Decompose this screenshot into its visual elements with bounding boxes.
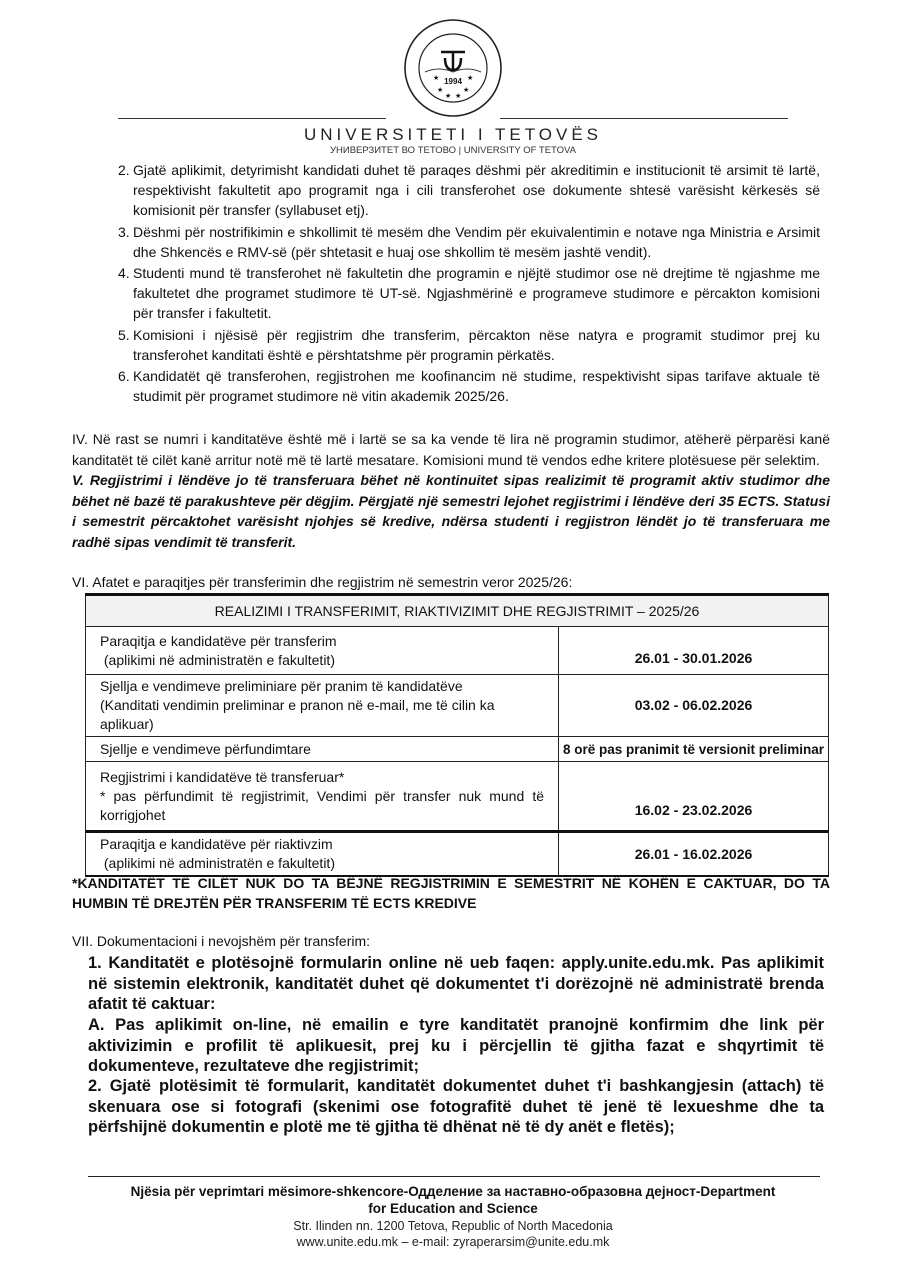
footer-contact: www.unite.edu.mk – e-mail: zyraperarsim@unite.edu.mk [296,1235,610,1249]
svg-text:★: ★ [463,87,470,94]
table-header-row [86,595,829,627]
table-cell-label: Paraqitja e kandidatëve për riaktivzim (aplikimi në administratën e fakultetit) [86,832,559,877]
list-item: 5. Komisioni i njësisë për regjistrim dhe transferim, përcakton nëse natyra e programit studimor prej ku transferohet kanditati është e përshtatshme për programin përkatës. [118,327,820,364]
requirement-item: 2. Gjatë plotësimit të formularit, kanditatët dokumentet duhet t'i bashkangjesin (attach) të skenuara ose si fotografi (skenimi ose fotografitë duhet të jenë të lexueshme dhe ta përfshijnë dokumentin e plotë me të gjitha të dhënat në të dy anët e fletës); [88,1077,824,1136]
table-cell-date: 26.01 - 30.01.2026 [559,627,829,675]
table-row [86,627,829,675]
table-row [86,762,829,832]
table-header: REALIZIMI I TRANSFERIMIT, RIAKTIVIZIMIT DHE REGJISTRIMIT – 2025/26 [86,595,829,627]
header-rule-right [500,118,788,119]
table-row [86,675,829,737]
section-vi-title: VI. Afatet e paraqitjes për transferimin dhe regjistrim në semestrin veror 2025/26: [72,574,573,590]
university-subtitle: УНИВЕРЗИТЕТ ВО ТЕТОВО | UNIVERSITY OF TETOVA [329,145,577,156]
svg-text:★: ★ [467,75,474,82]
table-cell-label: Sjellja e vendimeve preliminiare për pranim të kandidatëve (Kanditati vendimin preliminar e pranon në e-mail, me të cilin ka aplikuar) [86,675,559,737]
footer-department-line1: Njësia për veprimtari mësimore-shkencore-Одделение за наставно-образовна дејност-Department [130,1184,776,1199]
list-item: 2. Gjatë aplikimit, detyrimisht kandidati duhet të paraqes dëshmi për akreditimin e institucionit të arsimit të lartë, respektivisht fakultetit apo programit nga i cili transferohet ose dokumente shtesë varësisht kërkesës së komisionit për transfer (syllabuset etj). [118,162,820,219]
table-cell-label: Sjellje e vendimeve përfundimtare [86,737,559,762]
section-iv-paragraph: IV. Në rast se numri i kanditatëve është më i lartë se sa ka vende të lira në programin studimor, atëherë përparësi kanë kanditatët të cilët kanë arritur notë më të lartë mesatare. Komisioni mund të vendos edhe kritere plotësuese për selektim. [72,431,830,468]
table-row [86,737,829,762]
footer-rule [88,1176,820,1177]
svg-text:★: ★ [433,75,440,82]
warning-note: *KANDITATËT TË CILËT NUK DO TA BËJNË REGJISTRIMIN E SEMESTRIT NË KOHËN E CAKTUAR, DO TA HUMBIN TË DREJTËN PËR TRANSFERIM TË ECTS KREDIVE [72,875,830,911]
svg-text:★: ★ [437,87,444,94]
section-v-paragraph: V. Regjistrimi i lëndëve jo të transferuara bëhet në kontinuitet sipas realizimit të programit aktiv studimor dhe bëhet në bazë të parakushteve për dëgjim. Përgjatë një semestri lejohet regjistrimi i lëndëve deri 35 ECTS. Statusi i semestrit përcaktohet varësisht njohjes së kredive, ndërsa studenti i regjistron lëndët jo të transferuara me radhë sipas vendimit të transferit. [72,472,830,550]
list-item: 6. Kandidatët që transferohen, regjistrohen me koofinancim në studime, respektivisht sipas tarifave aktuale të studimit për programet studimore në vitin akademik 2025/26. [118,368,820,405]
header-rule-left [118,118,386,119]
list-item: 4. Studenti mund të transferohet në fakultetin dhe programin e njëjtë studimor ose në drejtime të ngjashme me fakultetet dhe programet studimore të UT-së. Ngjashmërinë e programeve studimore e përcakton komisioni për transfer i fakultetit. [118,265,820,322]
svg-text:★: ★ [455,93,462,100]
university-seal-logo [403,18,503,118]
svg-text:★: ★ [445,93,452,100]
list-item: 3. Dëshmi për nostrifikimin e shkollimit të mesëm dhe Vendim për ekuivalentimin e notave nga Ministria e Arsimit dhe Shkencës e RMV-së (për shtetasit e huaj ose shkollim të mesëm jashtë vendit). [118,224,820,261]
table-cell-label: Regjistrimi i kandidatëve të transferuar* * pas përfundimit të regjistrimit, Vendimi për transfer nuk mund të korrigjohet [86,762,559,832]
footer-department-line2: for Education and Science [368,1201,538,1216]
footer-address: Str. Ilinden nn. 1200 Tetova, Republic of North Macedonia [293,1219,613,1233]
section-vii-title: VII. Dokumentacioni i nevojshëm për transferim: [72,933,371,949]
table-row [86,832,829,877]
table-cell-date: 03.02 - 06.02.2026 [559,675,829,737]
table-cell-date: 16.02 - 23.02.2026 [559,762,829,832]
table-cell-label: Paraqitja e kandidatëve për transferim (aplikimi në administratën e fakultetit) [86,627,559,675]
table-cell-date: 26.01 - 16.02.2026 [559,832,829,877]
logo-year: 1994 [444,77,462,86]
university-name: UNIVERSITETI I TETOVËS [303,125,603,144]
requirement-item: 1. Kanditatët e plotësojnë formularin online në ueb faqen: apply.unite.edu.mk. Pas aplikimit në sistemin elektronik, kanditatët duhet që dokumentet t'i dorëzojnë në administratë brenda afatit të caktuar: [88,954,824,1013]
table-cell-date: 8 orë pas pranimit të versionit preliminar [559,737,829,762]
requirement-item: A. Pas aplikimit on-line, në emailin e tyre kanditatët pranojnë konfirmim dhe link për aktivizimin e profilit të aplikuesit, prej ku i përcjellin të gjitha fazat e shqyrtimit të dokumenteve, rezultateve dhe regjistrimit; [88,1016,824,1075]
schedule-table [85,593,829,877]
